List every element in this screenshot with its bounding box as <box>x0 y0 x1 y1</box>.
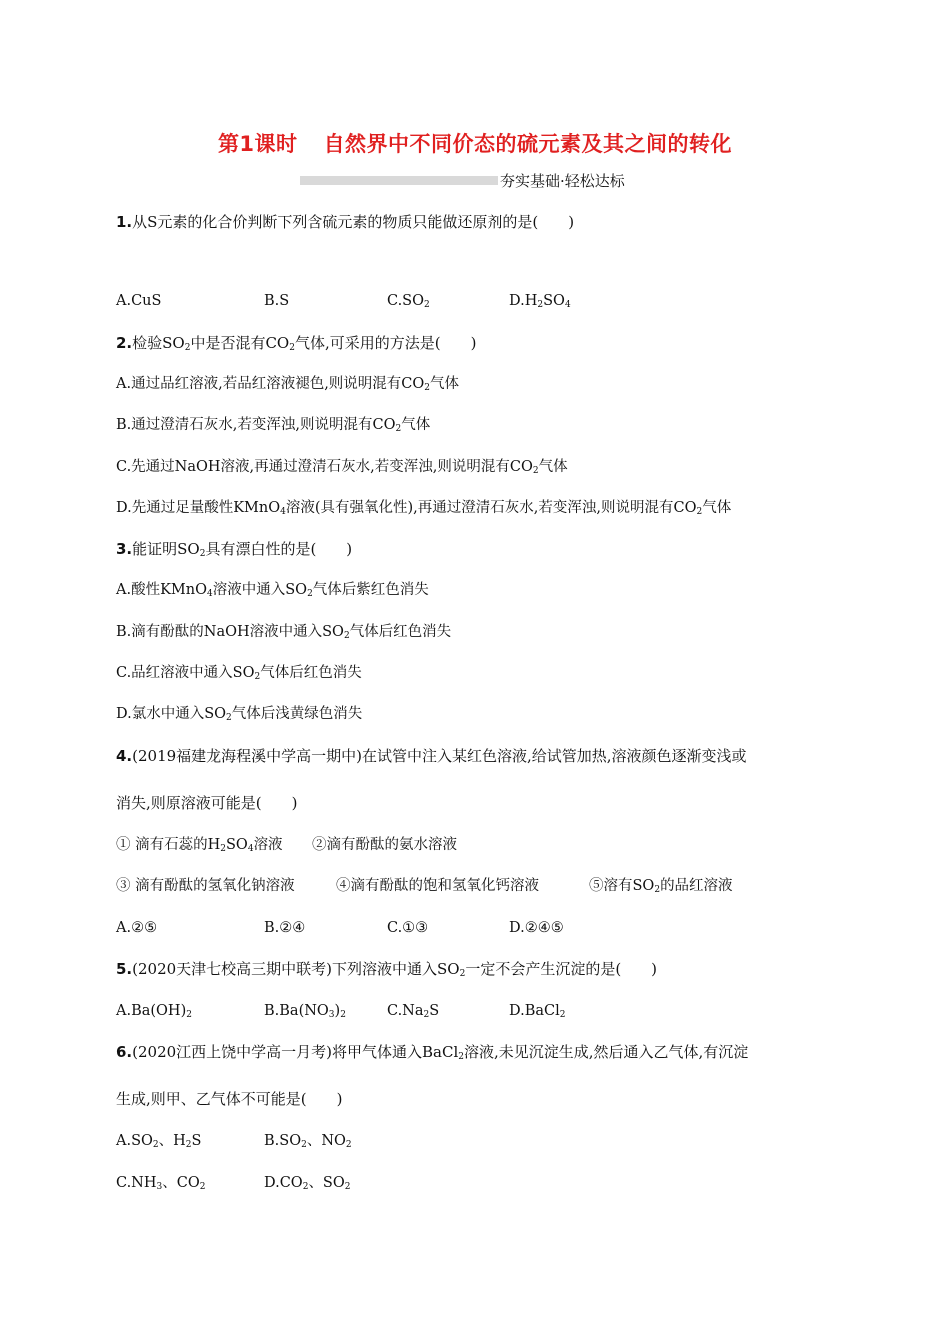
question-3-option-b: B.滴有酚酞的NaOH溶液中通入$SO_2$气体后红色消失 <box>116 624 452 641</box>
question-5-stem: 5.(2020天津七校高三期中联考)下列溶液中通入$SO_2$一定不会产生沉淀的是( ) <box>116 960 658 979</box>
question-4-item-1: ① 滴有石蕊的$H_2SO_4$溶液 <box>116 837 283 854</box>
question-1-option-a: A.CuS <box>116 293 162 309</box>
question-2-option-c: C.先通过NaOH溶液,再通过澄清石灰水,若变浑浊,则说明混有$CO_2$气体 <box>116 459 568 476</box>
question-1-stem: 1.从S元素的化合价判断下列含硫元素的物质只能做还原剂的是( ) <box>116 213 575 231</box>
question-5-option-b: $B.Ba(NO_3)_2$ <box>264 1003 346 1020</box>
question-2-option-b: B.通过澄清石灰水,若变浑浊,则说明混有$CO_2$气体 <box>116 417 431 434</box>
lesson-title: 自然界中不同价态的硫元素及其之间的转化 <box>323 132 733 156</box>
question-6-option-c: $C.NH_3$、$CO_2$ <box>116 1175 206 1192</box>
question-4-item-3: ③ 滴有酚酞的氢氧化钠溶液 <box>116 878 295 894</box>
question-4-option-d: D.②④⑤ <box>509 920 564 936</box>
question-5-option-a: $A.Ba(OH)_2$ <box>116 1003 192 1020</box>
question-4-item-5: ⑤溶有$SO_2$的品红溶液 <box>589 878 733 895</box>
question-4-option-b: B.②④ <box>264 920 306 936</box>
question-5-option-d: D.BaCl$_2$ <box>509 1003 566 1020</box>
page-title <box>0 128 950 158</box>
question-3-stem: 3.能证明$SO_2$具有漂白性的是( ) <box>116 540 353 559</box>
lesson-number: 第1课时 <box>217 132 298 156</box>
question-4-item-2: ②滴有酚酞的氨水溶液 <box>312 837 457 853</box>
question-2-stem: 2.检验$SO_2$中是否混有$CO_2$气体,可采用的方法是( ) <box>116 334 477 353</box>
question-3-option-d: D.氯水中通入$SO_2$气体后浅黄绿色消失 <box>116 706 363 723</box>
question-2-option-a: A.通过品红溶液,若品红溶液褪色,则说明混有$CO_2$气体 <box>116 376 460 393</box>
question-1-option-c: $C.SO_2$ <box>387 293 430 310</box>
question-4-stem-line-1: 4.(2019福建龙海程溪中学高一期中)在试管中注入某红色溶液,给试管加热,溶液颜色逐渐变浅或 <box>116 747 747 765</box>
question-3-option-c: C.品红溶液中通入$SO_2$气体后红色消失 <box>116 665 362 682</box>
question-5-option-c: $C.Na_2S$ <box>387 1003 440 1020</box>
question-6-option-b: $B.SO_2$、$NO_2$ <box>264 1133 352 1150</box>
question-4-item-4: ④滴有酚酞的饱和氢氧化钙溶液 <box>336 878 539 894</box>
question-4-stem-line-2: 消失,则原溶液可能是( ) <box>116 794 298 812</box>
question-6-option-d: $D.CO_2$、$SO_2$ <box>264 1175 351 1192</box>
question-6-stem-line-1: 6.(2020江西上饶中学高一月考)将甲气体通入BaCl$_2$溶液,未见沉淀生成,然后通入乙气体,有沉淀 <box>116 1043 749 1062</box>
question-1-option-d: $D.H_2SO_4$ <box>509 293 571 310</box>
section-header <box>300 170 625 190</box>
question-2-option-d: D.先通过足量酸性KMnO$_4$溶液(具有强氧化性),再通过澄清石灰水,若变浑浊,则说明混有$CO_2$气体 <box>116 500 732 517</box>
question-6-option-a: $A.SO_2$、$H_2S$ <box>116 1133 202 1150</box>
section-bar <box>300 176 498 185</box>
section-label: 夯实基础·轻松达标 <box>500 171 625 190</box>
question-4-option-a: A.②⑤ <box>116 920 158 936</box>
question-6-stem-line-2: 生成,则甲、乙气体不可能是( ) <box>116 1090 343 1108</box>
question-1-option-b: B.S <box>264 293 290 309</box>
question-3-option-a: A.酸性KMnO$_4$溶液中通入$SO_2$气体后紫红色消失 <box>116 582 429 599</box>
question-4-option-c: C.①③ <box>387 920 429 936</box>
